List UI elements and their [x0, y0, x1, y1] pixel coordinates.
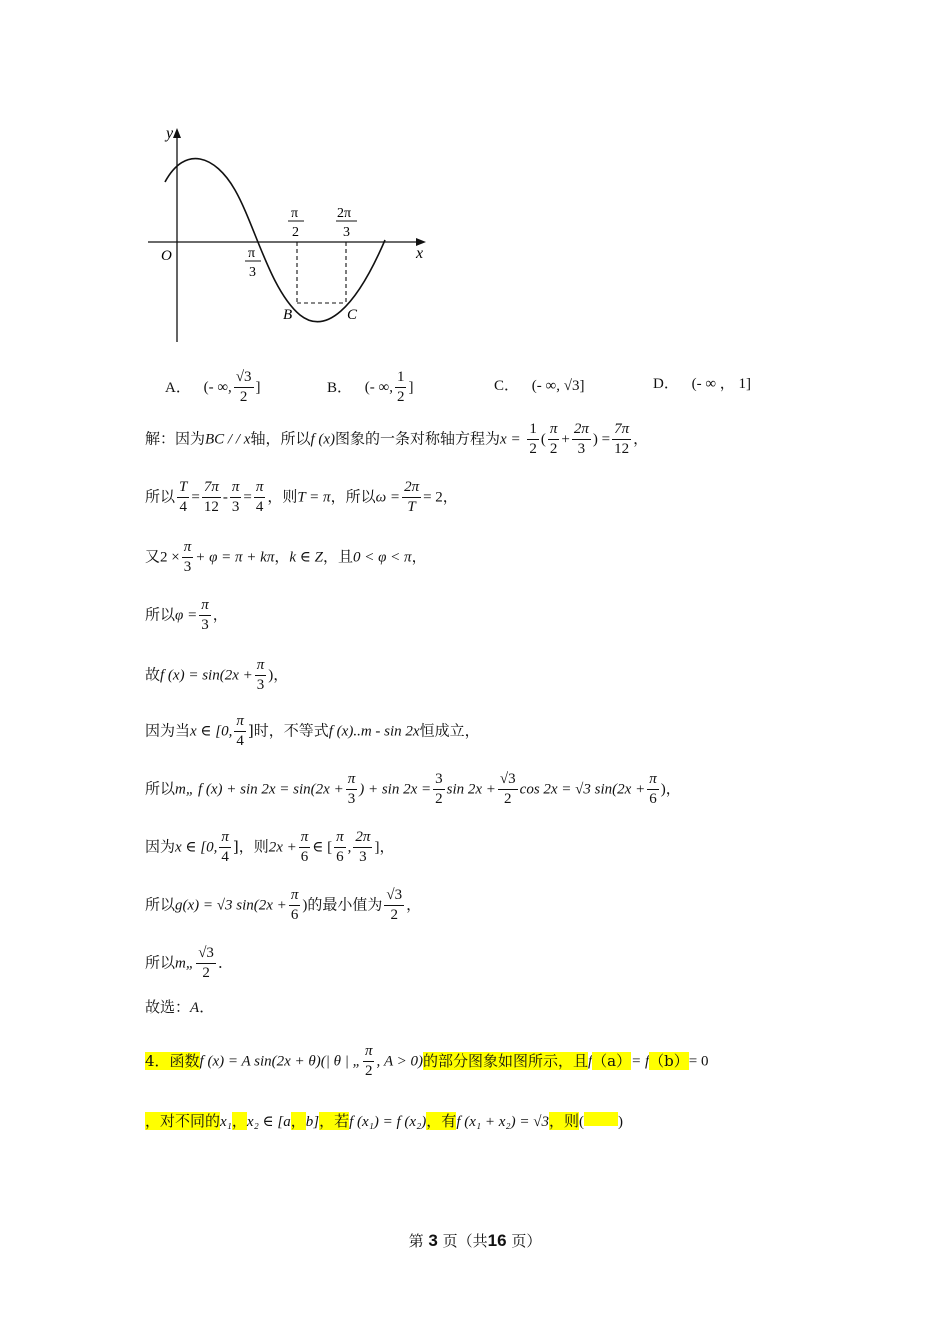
fraction: $\frac{\pi}{2}$	[364, 1043, 373, 1079]
solution-line-4: 所以φ = $\frac{\pi}{3}$ ，	[145, 597, 228, 633]
fraction: $\frac{\pi}{6}$	[290, 887, 299, 923]
fraction: $\frac{√3}{2}$	[499, 771, 516, 807]
y-axis-arrow	[173, 128, 181, 138]
fraction: $\frac{\pi}{4}$	[255, 479, 264, 515]
page-number: 3	[428, 1231, 438, 1250]
solution-line-10: 所以m„ $\frac{√3}{2}$ ．	[145, 945, 233, 981]
fraction: $\frac{1}{2}$	[529, 421, 537, 457]
solution-line-2: 所以 $\frac{T}{4}$ = $\frac{7\pi}{12}$ - $\frac{\pi}{3}$ = $\frac{\pi}{4}$ ，则T = π，所以ω = $\frac{2\pi}{T}$ = 2，	[145, 479, 458, 515]
option-a[interactable]: A． (- ∞, $\frac{√3}{2}$ ]	[165, 369, 261, 405]
sine-curve	[165, 159, 385, 322]
option-letter: C．	[494, 378, 520, 394]
fraction: $\frac{2\pi}{3}$	[355, 829, 371, 865]
solution-line-8: 因为x ∈ [0, $\frac{\pi}{4}$ ]，则2x + $\frac{\pi}{6}$ ∈ [ $\frac{\pi}{6}$ , $\frac{2\pi}{3}$ ]，	[145, 829, 395, 865]
point-b-label: B	[283, 307, 293, 323]
option-letter: A．	[165, 379, 191, 396]
tick-pi2-den: 2	[292, 225, 299, 240]
tick-2pi3-num: 2π	[337, 206, 352, 221]
fraction: $\frac{\pi}{6}$	[300, 829, 309, 865]
option-letter: B．	[327, 379, 353, 396]
solution-line-6: 因为当x ∈ [0, $\frac{\pi}{4}$ ]时，不等式f (x)..m - sin 2x恒成立，	[145, 713, 480, 749]
fraction: $\frac{\pi}{6}$	[649, 771, 657, 807]
fraction: $\frac{√3}{2}$	[235, 369, 252, 405]
solution-line-1: 解：因为BC / / x轴，所以f (x)图象的一条对称轴方程为x = $\frac{1}{2}$ ( $\frac{\pi}{2}$ + $\frac{2\pi}{3}$ ) = $\frac{7\pi}{12}$ ，	[145, 421, 649, 457]
fraction: $\frac{\pi}{4}$	[221, 829, 229, 865]
fraction: $\frac{√3}{2}$	[198, 945, 214, 981]
fraction: $\frac{2\pi}{3}$	[573, 421, 589, 457]
fraction: $\frac{\pi}{3}$	[201, 597, 209, 633]
tick-pi3-den: 3	[249, 265, 256, 280]
x-axis-label: x	[416, 245, 424, 262]
answer-blank[interactable]	[584, 1112, 618, 1126]
tick-2pi3-den: 3	[343, 225, 350, 240]
solution-line-11: 故选：A．	[145, 998, 215, 1016]
point-c-label: C	[347, 307, 358, 323]
origin-label: O	[161, 248, 172, 264]
fraction: $\frac{\pi}{2}$	[549, 421, 558, 457]
option-letter: D．	[653, 376, 679, 392]
fraction: $\frac{1}{2}$	[396, 369, 405, 405]
fraction: $\frac{\pi}{3}$	[231, 479, 240, 515]
y-axis-label: y	[166, 125, 174, 142]
answer-options	[0, 358, 950, 408]
page-total: 16	[487, 1231, 507, 1250]
tick-pi3-num: π	[248, 246, 256, 261]
option-c[interactable]: C． (- ∞, √3]	[494, 378, 585, 394]
option-d[interactable]: D． (- ∞ ， 1]	[653, 376, 752, 392]
problem-4-line-1: 4．函数f (x) = A sin(2x + θ)(| θ | „ $\frac{\pi}{2}$ , A > 0)的部分图象如图所示，且f（a）= f（b）= 0	[145, 1043, 709, 1079]
solution-line-5: 故f (x) = sin(2x + $\frac{\pi}{3}$ )，	[145, 657, 289, 693]
solution-line-3: 又2 × $\frac{\pi}{3}$ + φ = π + kπ，k ∈ Z，且0 < φ < π，	[145, 539, 427, 575]
tick-pi2-num: π	[291, 206, 299, 221]
fraction: $\frac{7\pi}{12}$	[614, 421, 630, 457]
solution-line-9: 所以g(x) = √3 sin(2x + $\frac{\pi}{6}$ )的最小值为 $\frac{√3}{2}$ ，	[145, 887, 422, 923]
fraction: $\frac{\pi}{3}$	[183, 539, 192, 575]
fraction: $\frac{7\pi}{12}$	[203, 479, 219, 515]
fraction: $\frac{2\pi}{T}$	[404, 479, 420, 515]
problem-4-line-2: ，对不同的x₁，x₂ ∈ [a，b]，若f (x₁) = f (x₂)，有f (x₁ + x₂) = √3，则( )	[145, 1112, 623, 1130]
fraction: $\frac{\pi}{6}$	[336, 829, 344, 865]
page-footer: 第 3 页（共16 页）	[408, 1231, 542, 1250]
fraction: $\frac{\pi}{3}$	[347, 771, 356, 807]
fraction: $\frac{T}{4}$	[179, 479, 188, 515]
solution-line-7: 所以m„ f (x) + sin 2x = sin(2x + $\frac{\pi}{3}$ ) + sin 2x = $\frac{3}{2}$ sin 2x + $\frac{√3}{2}$ cos 2x = √3 sin(2x + $\frac{\pi}{6}$ )，	[145, 771, 681, 807]
fraction: $\frac{\pi}{4}$	[236, 713, 244, 749]
option-b[interactable]: B． (- ∞, $\frac{1}{2}$ ]	[327, 369, 414, 405]
fraction: $\frac{√3}{2}$	[386, 887, 403, 923]
function-graph	[140, 120, 440, 350]
fraction: $\frac{3}{2}$	[435, 771, 443, 807]
fraction: $\frac{\pi}{3}$	[256, 657, 265, 693]
